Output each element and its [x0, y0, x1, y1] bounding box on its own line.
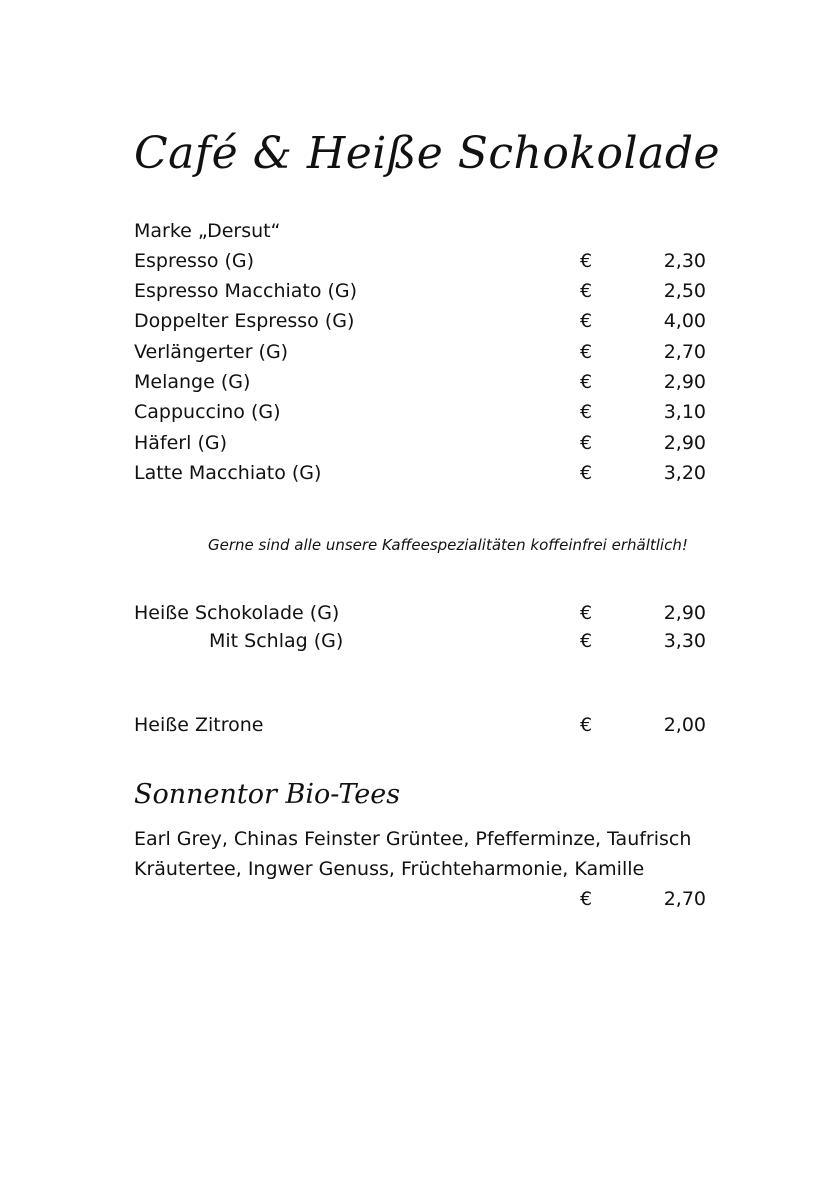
item-name: Espresso Macchiato (G) [134, 280, 358, 302]
currency-symbol: € [580, 310, 593, 332]
currency-symbol: € [580, 432, 593, 454]
item-price: 2,90 [663, 432, 706, 454]
menu-item-row [134, 711, 734, 739]
item-price: 2,90 [663, 602, 706, 624]
item-name: Espresso (G) [134, 250, 255, 272]
currency-symbol: € [580, 250, 593, 272]
currency-symbol: € [580, 401, 593, 423]
item-name: Heiße Schokolade (G) [134, 602, 340, 624]
menu-item-row [134, 398, 734, 426]
item-name: Verlängerter (G) [134, 341, 289, 363]
item-price: 2,30 [663, 250, 706, 272]
brand-label: Marke „Dersut“ [134, 220, 281, 242]
currency-symbol: € [580, 371, 593, 393]
brand-line [134, 217, 734, 245]
menu-item-row [134, 277, 734, 305]
item-price: 2,70 [663, 341, 706, 363]
item-price: 3,30 [663, 630, 706, 652]
section-title-tea: Sonnentor Bio-Tees [134, 779, 401, 810]
menu-item-row [134, 338, 734, 366]
currency-symbol: € [580, 462, 593, 484]
item-name: Mit Schlag (G) [209, 630, 344, 652]
currency-symbol: € [580, 341, 593, 363]
item-name: Doppelter Espresso (G) [134, 310, 355, 332]
currency-symbol: € [580, 714, 593, 736]
page-title: Café & Heiße Schokolade [134, 128, 721, 179]
menu-item-row [134, 368, 734, 396]
menu-item-row [134, 599, 734, 627]
item-price: 3,10 [663, 401, 706, 423]
item-name: Cappuccino (G) [134, 401, 281, 423]
currency-symbol: € [580, 888, 593, 910]
item-name: Häferl (G) [134, 432, 227, 454]
currency-symbol: € [580, 630, 593, 652]
item-price: 2,00 [663, 714, 706, 736]
item-price: 2,90 [663, 371, 706, 393]
menu-item-row [134, 459, 734, 487]
currency-symbol: € [580, 602, 593, 624]
menu-item-row [134, 247, 734, 275]
item-price: 3,20 [663, 462, 706, 484]
item-price: 2,50 [663, 280, 706, 302]
tea-price-row [134, 885, 734, 913]
menu-item-row [134, 429, 734, 457]
tea-varieties-line-2: Kräutertee, Ingwer Genuss, Früchteharmonie, Kamille [134, 858, 645, 880]
item-name: Melange (G) [134, 371, 251, 393]
decaf-note: Gerne sind alle unsere Kaffeespezialitäten koffeinfrei erhältlich! [208, 536, 688, 554]
menu-item-row [134, 627, 734, 655]
item-name: Latte Macchiato (G) [134, 462, 322, 484]
currency-symbol: € [580, 280, 593, 302]
menu-item-row [134, 307, 734, 335]
item-price: 4,00 [663, 310, 706, 332]
item-name: Heiße Zitrone [134, 714, 264, 736]
tea-varieties-line-1: Earl Grey, Chinas Feinster Grüntee, Pfefferminze, Taufrisch [134, 828, 692, 850]
item-price: 2,70 [663, 888, 706, 910]
